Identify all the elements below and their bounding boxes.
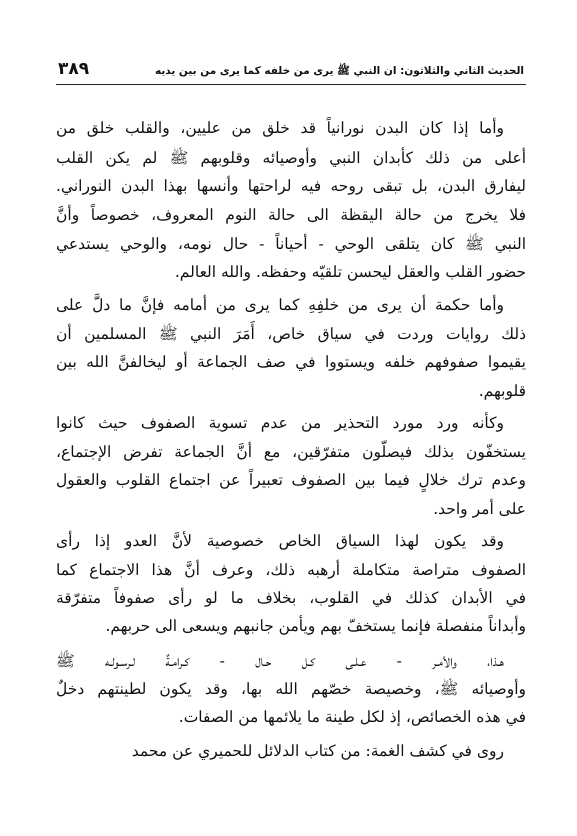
page-number: ٣٨٩ (58, 59, 90, 79)
text-line: على أمر واحد. (433, 500, 526, 518)
text-line: وعدم ترك خلالٍ فيما بين الصفوف تعبيراً عن اجتماع القلوب والعقول (56, 471, 526, 489)
page-header (58, 55, 524, 83)
text-line: حضور القلب والعقل ليحسن تلقيّه وحفظه. والله العالم. (174, 263, 526, 281)
text-line: وأبداناً منفصلة فإنما يستخفّ بهم ويأمن جانبهم ويسعى الى حربهم. (105, 617, 526, 635)
text-line: في الأبدان كذلك في القلوب، بخلاف ما لو رأى صفوفاً متفرّقة (56, 589, 526, 607)
text-line: وأما إذا كان البدن نورانياً قد خلق من عليين، والقلب خلق من (56, 119, 504, 137)
text-line: الصفوف متراصة متكاملة أرهبه ذلك، وعرف أنَّ هذا الاجتماع كما (56, 561, 526, 579)
text-line: ذلك روايات وردت في سياق خاص، أَمَرَ النبي ﷺ المسلمين أن (56, 325, 526, 343)
text-line: يستخفّون بذلك فيصلّون متفرّقين، مع أنَّ الجماعة تفرض الإجتماع، (56, 443, 526, 461)
text-line: هـذا، والأمـر - عـلـى كـل حـال - كـرامـةٌ لـرسـولـه ﷺ (56, 652, 504, 670)
text-line: روى في كشف الغمة: من كتاب الدلائل للحميري عن محمد (131, 742, 504, 760)
text-line: في هذه الخصائص، إذ لكل طينة ما يلائمها من الصفات. (178, 708, 526, 726)
text-line: يقيموا صفوفهم خلفه ويستووا في صف الجماعة أو ليخالفنَّ الله بين (56, 353, 526, 371)
text-line: وأما حكمة أن يرى من خلفِهِ كما يرى من أمامه فإنَّ ما دلَّ على (56, 296, 504, 314)
header-rule (56, 84, 526, 85)
text-line: وأوصيائه ﷺ، وخصيصة خصّهم الله بها، وقد يكون لطينتهم دخلٌ (56, 680, 526, 698)
text-line: قلوبهم. (478, 382, 526, 400)
text-line: النبي ﷺ كان يتلقى الوحي - أحياناً - حال نومه، والوحي يستدعي (56, 235, 526, 253)
text-line: ليفارق البدن، بل تبقى روحه فيه لراحتها وأنسها بهذا البدن النوراني. (56, 177, 526, 195)
running-title: الحديث الثاني والثلاثون: ان النبي ﷺ يرى من خلفه كما يرى من بين يديه (154, 65, 524, 77)
text-line: وقد يكون لهذا السياق الخاص خصوصية لأنَّ العدو إذا رأى (56, 532, 504, 550)
text-line: وكأنه ورد مورد التحذير من عدم تسوية الصفوف حيث كانوا (56, 414, 504, 432)
text-line: أعلى من ذلك كأبدان النبي وأوصيائه وقلوبهم ﷺ لم يكن القلب (56, 149, 526, 167)
text-line: فلا يخرج من حالة اليقظة الى حالة النوم المعروف، خصوصاً وأنَّ (56, 206, 526, 224)
